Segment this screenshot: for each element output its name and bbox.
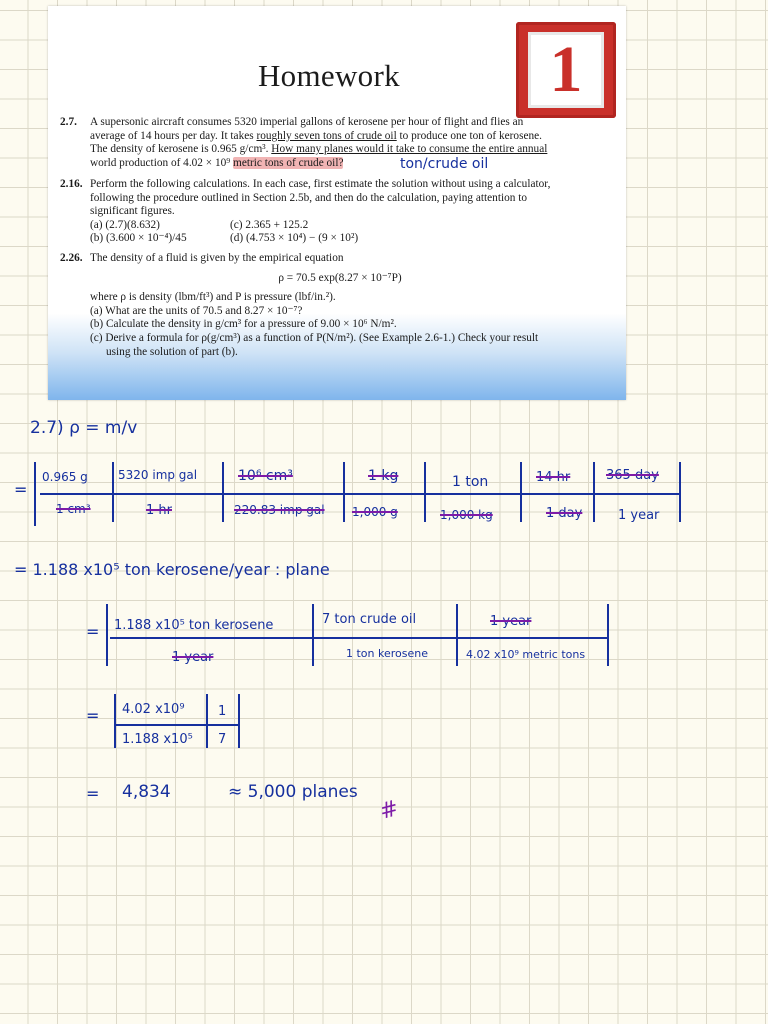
fraction-bar <box>106 604 108 666</box>
equals-sign: = <box>86 784 100 803</box>
factor-numerator: 4.02 x10⁹ <box>122 702 185 717</box>
subpart: (c) Derive a formula for ρ(g/cm³) as a function of P(N/m²). (See Example 2.6-1.) Check your result <box>90 331 539 344</box>
handwritten-note: ton/crude oil <box>400 156 489 172</box>
homework-title: Homework <box>258 58 400 93</box>
subpart: (d) (4.753 × 10⁴) − (9 × 10²) <box>230 232 359 245</box>
factor-denominator: 1 ton kerosene <box>346 647 429 660</box>
subpart: (a) What are the units of 70.5 and 8.27 × 10⁻⁷? <box>90 304 303 317</box>
factor-denominator: 1,000 kg <box>440 508 493 522</box>
subpart: using the solution of part (b). <box>106 345 238 358</box>
approximate-answer: ≈ 5,000 planes <box>228 782 358 802</box>
solution-heading: 2.7) ρ = m/v <box>30 418 138 438</box>
factor-numerator: 0.965 g <box>42 470 88 484</box>
subpart: (c) 2.365 + 125.2 <box>230 218 309 231</box>
problem-number: 2.16. <box>60 178 83 190</box>
subpart: (b) Calculate the density in g/cm³ for a pressure of 9.00 × 10⁶ N/m². <box>90 318 397 331</box>
fraction-bar <box>607 604 609 666</box>
problem-2-26 <box>60 252 620 359</box>
equals-sign: = <box>86 622 100 641</box>
chapter-badge <box>516 22 616 118</box>
fraction-bar <box>34 462 36 526</box>
factor-numerator: 1 kg <box>368 468 399 484</box>
factor-numerator: 5320 imp gal <box>118 468 198 482</box>
factor-denominator: 1,000 g <box>352 505 398 519</box>
subpart: (a) (2.7)(8.632) <box>90 218 160 231</box>
factor-denominator: 1 day <box>546 506 583 521</box>
problem-text: significant figures. <box>90 205 175 218</box>
factor-denominator: 220.83 imp gal <box>234 503 325 517</box>
fraction-bar <box>343 462 345 522</box>
factor-numerator: 1 ton <box>452 474 489 490</box>
factor-denominator: 1.188 x10⁵ <box>122 732 193 747</box>
factor-denominator: 1 year <box>618 508 660 523</box>
subpart: (b) (3.600 × 10⁻⁴)/45 <box>90 232 187 245</box>
fraction-bar <box>679 462 681 522</box>
problem-2-7 <box>60 116 620 170</box>
fraction-line <box>40 493 680 495</box>
problem-text: world production of 4.02 × 10⁹ metric tons of crude oil? <box>90 156 344 169</box>
fraction-line <box>110 637 608 639</box>
problem-text: following the procedure outlined in Section 2.5b, and then do the calculation, paying attention to <box>90 191 528 204</box>
factor-numerator: 7 ton crude oil <box>322 612 417 627</box>
problem-text: Perform the following calculations. In each case, first estimate the solution without using a calculator, <box>90 178 551 190</box>
factor-denominator: 4.02 x10⁹ metric tons <box>466 648 586 661</box>
equals-sign: = <box>14 480 28 499</box>
fraction-bar <box>222 462 224 522</box>
equals-sign: = <box>86 706 100 725</box>
problem-number: 2.26. <box>60 252 83 264</box>
problem-text: The density of kerosene is 0.965 g/cm³. How many planes would it take to consume the entire annual <box>90 143 548 156</box>
factor-numerator: 1 <box>218 704 227 719</box>
factor-denominator: 1 year <box>172 650 214 665</box>
fraction-bar <box>238 694 240 748</box>
fraction-bar <box>424 462 426 522</box>
highlight: metric tons of crude oil? <box>233 156 344 169</box>
fraction-bar <box>112 462 114 522</box>
fraction-bar <box>114 694 116 748</box>
factor-denominator: 7 <box>218 732 227 747</box>
fraction-bar <box>593 462 595 522</box>
chapter-number: 1 <box>528 32 604 108</box>
fraction-bar <box>312 604 314 666</box>
fraction-bar <box>520 462 522 522</box>
intermediate-result: = 1.188 x10⁵ ton kerosene/year : plane <box>14 560 330 579</box>
problem-text: A supersonic aircraft consumes 5320 imperial gallons of kerosene per hour of flight and flies an <box>90 116 524 128</box>
problem-text: where ρ is density (lbm/ft³) and P is pressure (lbf/in.²). <box>90 291 336 304</box>
factor-numerator: 1.188 x10⁵ ton kerosene <box>114 618 274 633</box>
problem-text: average of 14 hours per day. It takes roughly seven tons of crude oil to produce one ton of kerosene. <box>90 129 542 142</box>
factor-denominator: 1 hr <box>146 503 172 518</box>
equation: ρ = 70.5 exp(8.27 × 10⁻⁷P) <box>278 271 402 284</box>
hash-mark: # <box>377 796 402 825</box>
factor-denominator: 1 cm³ <box>56 502 91 516</box>
factor-numerator: 1 year <box>490 614 532 629</box>
fraction-line <box>116 724 240 726</box>
factor-numerator: 10⁶ cm³ <box>238 468 293 484</box>
factor-numerator: 14 hr <box>536 470 571 485</box>
problem-number: 2.7. <box>60 116 77 128</box>
problem-text: The density of a fluid is given by the empirical equation <box>90 252 344 264</box>
final-result: 4,834 <box>122 782 171 802</box>
fraction-bar <box>206 694 208 748</box>
factor-numerator: 365 day <box>606 468 659 483</box>
homework-card <box>48 6 626 400</box>
fraction-bar <box>456 604 458 666</box>
problem-2-16 <box>60 178 620 246</box>
